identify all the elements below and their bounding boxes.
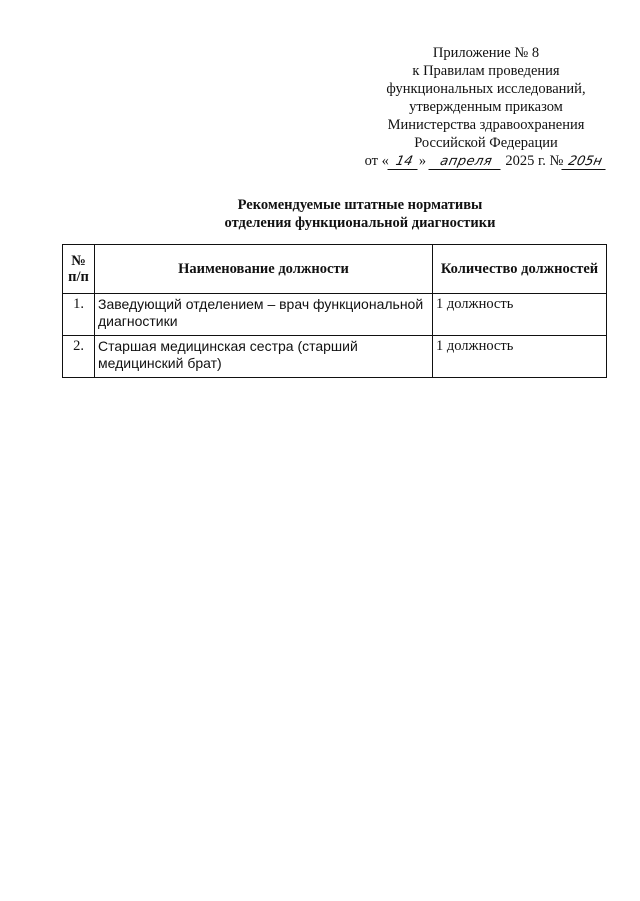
row-position: Старшая медицинская сестра (старший медицинский брат) <box>95 336 433 378</box>
header-quantity: Количество должностей <box>433 245 607 294</box>
row-quantity: 1 должность <box>433 336 607 378</box>
date-year: 2025 г. № <box>505 153 564 169</box>
table-row <box>63 336 607 378</box>
header-position: Наименование должности <box>95 245 433 294</box>
table-header-row <box>63 245 607 294</box>
table-row <box>63 294 607 336</box>
attachment-rules-subject: функциональных исследований, <box>386 81 586 97</box>
handwritten-month: апреля <box>428 155 503 170</box>
staff-table <box>62 244 607 378</box>
attachment-country: Российской Федерации <box>414 135 558 151</box>
handwritten-day: 14 <box>387 155 420 170</box>
row-number: 2. <box>63 336 95 378</box>
row-number: 1. <box>63 294 95 336</box>
attachment-ministry: Министерства здравоохранения <box>387 117 585 133</box>
date-mid: » <box>418 153 427 169</box>
date-prefix: от « <box>364 153 389 169</box>
attachment-rules: к Правилам проведения <box>412 63 560 79</box>
title-line-2: отделения функциональной диагностики <box>224 215 496 231</box>
title-line-1: Рекомендуемые штатные нормативы <box>237 197 483 213</box>
handwritten-order-number: 205н <box>562 155 609 170</box>
document-title <box>150 196 570 232</box>
row-quantity: 1 должность <box>433 294 607 336</box>
header-number-top: № <box>71 253 86 269</box>
row-position: Заведующий отделением – врач функциональной диагностики <box>95 294 433 336</box>
header-number <box>63 245 95 294</box>
attachment-approved: утвержденным приказом <box>409 99 563 115</box>
order-date-line <box>352 152 620 170</box>
attachment-number: Приложение № 8 <box>432 45 540 61</box>
header-number-bottom: п/п <box>68 269 89 285</box>
attachment-header <box>352 44 620 170</box>
